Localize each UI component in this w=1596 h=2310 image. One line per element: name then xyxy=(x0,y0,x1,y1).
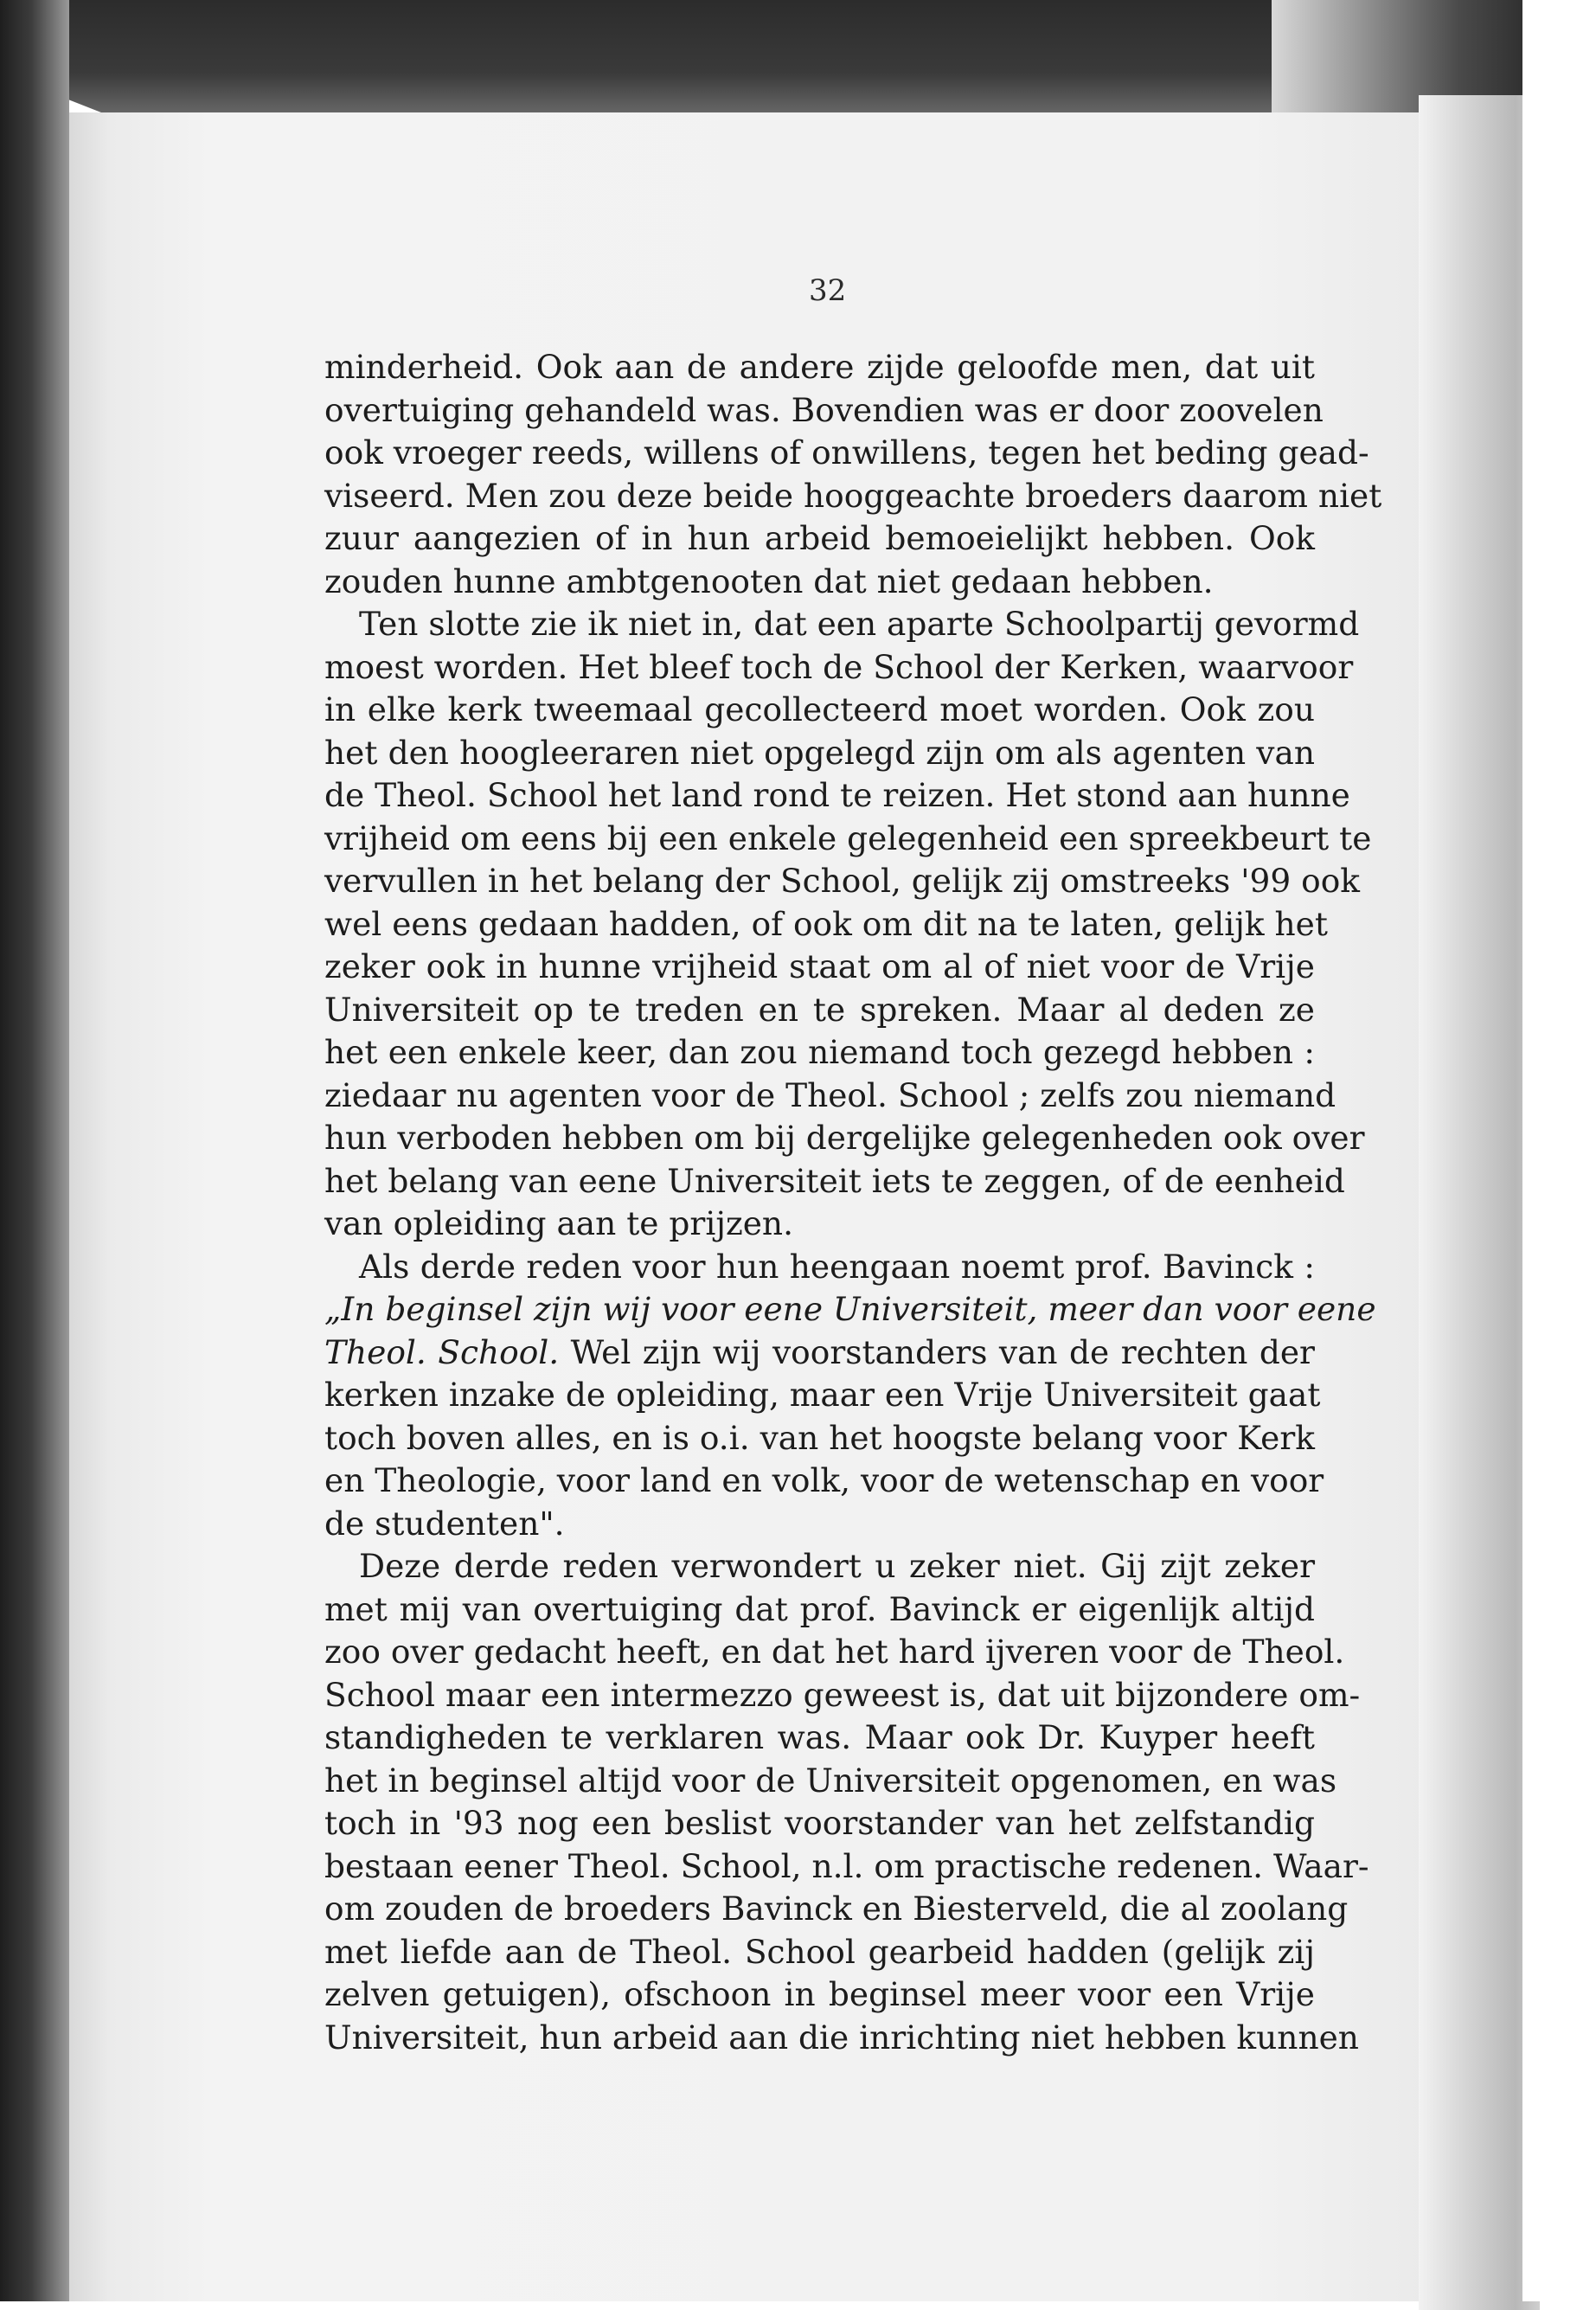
text-line: en Theologie, voor land en volk, voor de wetenschap en voor xyxy=(324,1461,1324,1499)
text-line: overtuiging gehandeld was. Bovendien was er door zoovelen xyxy=(324,390,1324,429)
text-line: bestaan eener Theol. School, n.l. om practische redenen. Waar- xyxy=(324,1846,1369,1885)
text-line: wel eens gedaan hadden, of ook om dit na te laten, gelijk het xyxy=(324,904,1328,943)
text-line: vrijheid om eens bij een enkele gelegenheid een spreekbeurt te xyxy=(324,818,1372,857)
scan-left-shadow xyxy=(0,0,69,2301)
text-line: Ten slotte zie ik niet in, dat een aparte Schoolpartij gevormd xyxy=(359,605,1360,643)
text-line: zelven getuigen), ofschoon in beginsel meer voor een Vrije xyxy=(324,1975,1315,2013)
text-line: de Theol. School het land rond te reizen. Het stond aan hunne xyxy=(324,776,1350,814)
text-line: Deze derde reden verwondert u zeker niet. Gij zijt zeker xyxy=(359,1547,1315,1585)
text-line: viseerd. Men zou deze beide hooggeachte broeders daarom niet xyxy=(324,476,1382,515)
text-line: het een enkele keer, dan zou niemand toch gezegd hebben : xyxy=(324,1033,1315,1071)
text-line: van opleiding aan te prijzen. xyxy=(324,1204,793,1242)
text-line: kerken inzake de opleiding, maar een Vrije Universiteit gaat xyxy=(324,1376,1321,1414)
text-line: de studenten". xyxy=(324,1504,565,1543)
body-text xyxy=(324,346,1382,2059)
italic-text: „In beginsel zijn wij voor eene Universiteit, meer dan voor eene xyxy=(324,1290,1376,1328)
scan-right-margin xyxy=(1522,0,1596,2301)
text-line: toch in '93 nog een beslist voorstander van het zelfstandig xyxy=(324,1804,1315,1842)
text-line: moest worden. Het bleef toch de School der Kerken, waarvoor xyxy=(324,647,1354,686)
text-line: minderheid. Ook aan de andere zijde geloofde men, dat uit xyxy=(324,348,1315,386)
text-line: het belang van eene Universiteit iets te zeggen, of de eenheid xyxy=(324,1161,1345,1200)
line-rest: Wel zijn wij voorstanders van de rechten der xyxy=(559,1332,1315,1371)
text-line: het den hoogleeraren niet opgelegd zijn om als agenten van xyxy=(324,733,1315,772)
italic-text: Theol. School. xyxy=(324,1332,560,1371)
text-line: Als derde reden voor hun heengaan noemt prof. Bavinck : xyxy=(359,1247,1315,1286)
text-line: zeker ook in hunne vrijheid staat om al of niet voor de Vrije xyxy=(324,947,1315,985)
text-line: in elke kerk tweemaal gecollecteerd moet worden. Ook zou xyxy=(324,690,1315,728)
text-line: zoo over gedacht heeft, en dat het hard ijveren voor de Theol. xyxy=(324,1633,1345,1671)
text-line: standigheden te verklaren was. Maar ook Dr. Kuyper heeft xyxy=(324,1718,1315,1756)
text-line xyxy=(324,1288,1376,1331)
page-right-edge-shadow xyxy=(1419,95,1540,2310)
text-line: hun verboden hebben om bij dergelijke gelegenheden ook over xyxy=(324,1119,1365,1157)
text-line xyxy=(324,1331,1315,1375)
text-line: zuur aangezien of in hun arbeid bemoeielijkt hebben. Ook xyxy=(324,519,1315,557)
text-line: School maar een intermezzo geweest is, dat uit bijzondere om- xyxy=(324,1675,1361,1714)
text-line: het in beginsel altijd voor de Universiteit opgenomen, en was xyxy=(324,1761,1337,1800)
text-line: vervullen in het belang der School, gelijk zij omstreeks '99 ook xyxy=(324,862,1361,900)
text-line: met liefde aan de Theol. School gearbeid hadden (gelijk zij xyxy=(324,1932,1315,1971)
text-line: ziedaar nu agenten voor de Theol. School ; zelfs zou niemand xyxy=(324,1075,1336,1114)
text-line: met mij van overtuiging dat prof. Bavinck er eigenlijk altijd xyxy=(324,1589,1315,1628)
text-line: toch boven alles, en is o.i. van het hoogste belang voor Kerk xyxy=(324,1418,1315,1457)
text-line: Universiteit, hun arbeid aan die inrichting niet hebben kunnen xyxy=(324,2018,1359,2057)
text-line: zouden hunne ambtgenooten dat niet gedaan hebben. xyxy=(324,561,1214,600)
text-line: ook vroeger reeds, willens of onwillens, tegen het beding gead- xyxy=(324,433,1369,472)
text-line: Universiteit op te treden en te spreken. Maar al deden ze xyxy=(324,990,1315,1029)
text-line: om zouden de broeders Bavinck en Biesterveld, die al zoolang xyxy=(324,1890,1349,1928)
page-number: 32 xyxy=(809,273,847,308)
